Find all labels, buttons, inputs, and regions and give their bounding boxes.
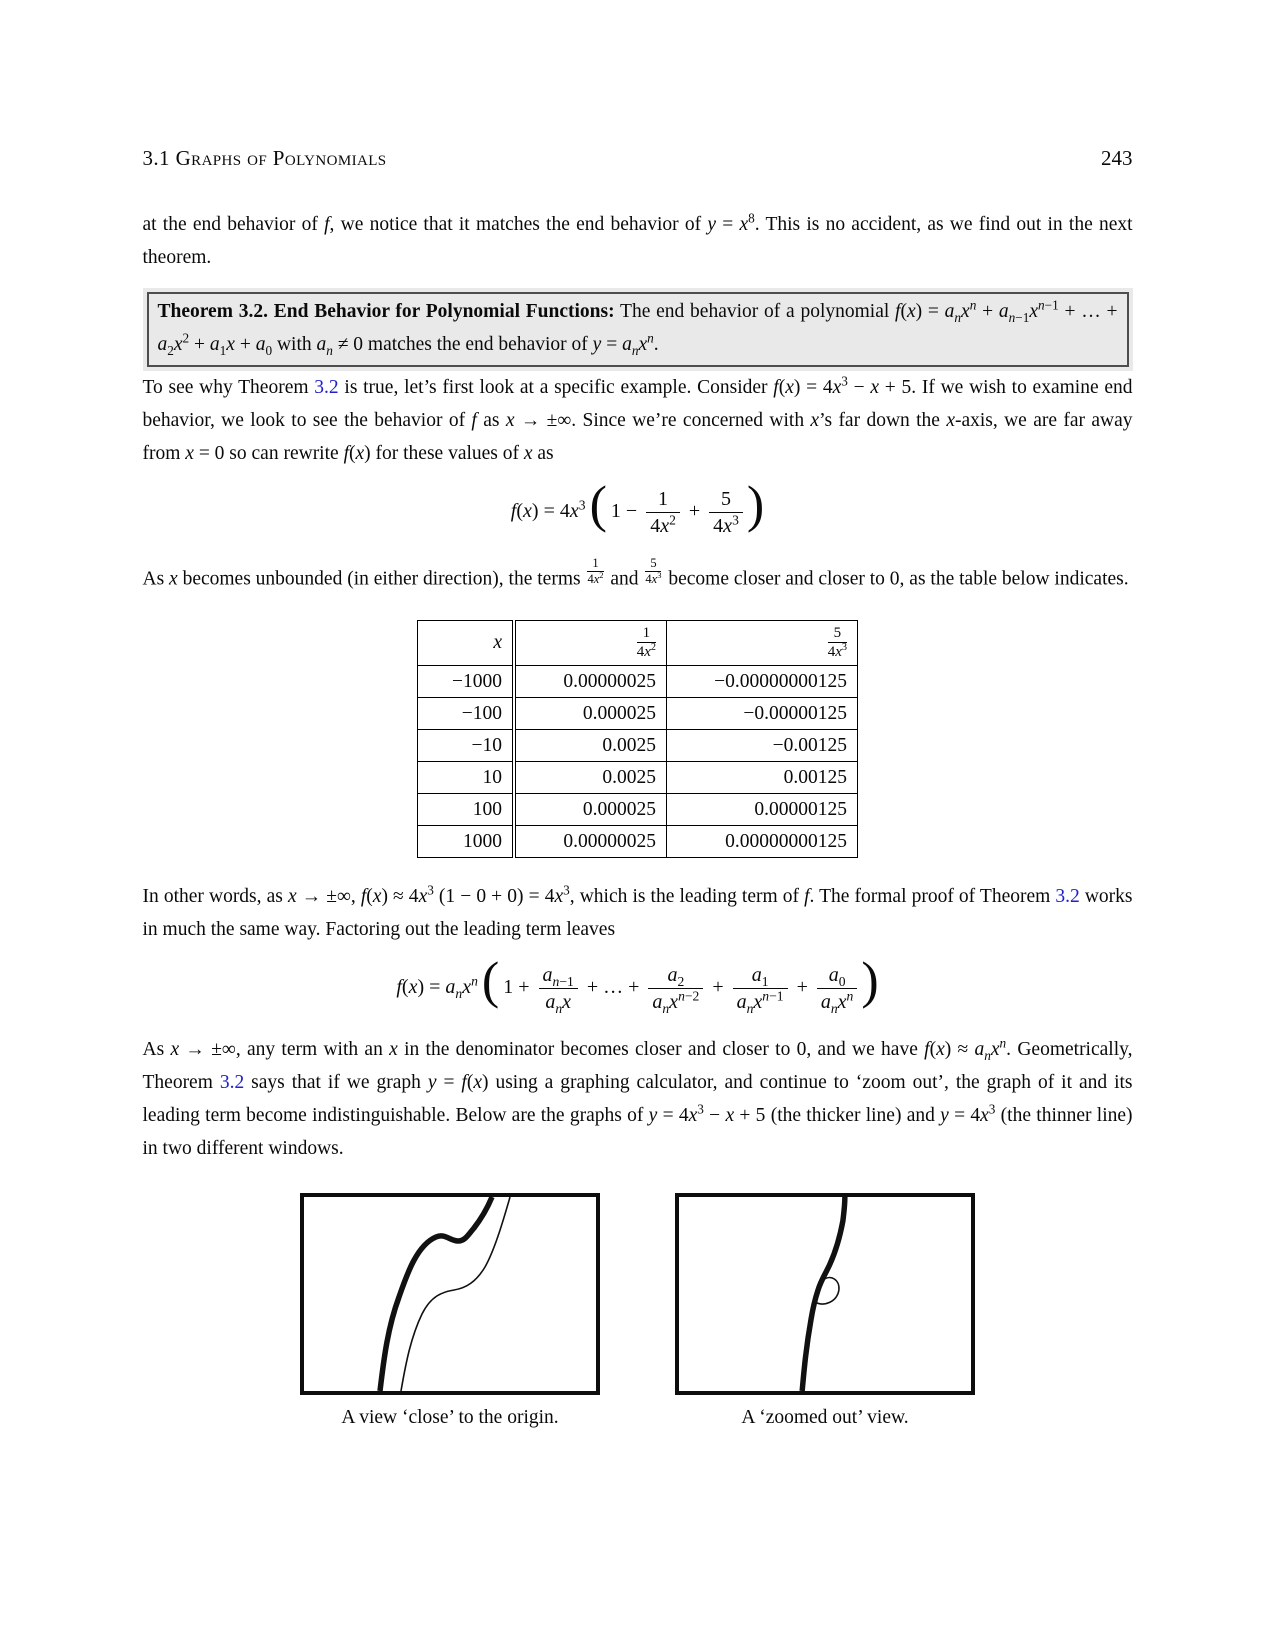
paragraph-unbounded: As x becomes unbounded (in either direction), the terms $\frac{1}{4x^2}$ and $\frac{5}{4x^3}$ become closer and closer to 0, as the table below indicates.	[142, 556, 1129, 590]
table-cell: 0.000025	[514, 793, 667, 825]
table-cell: 100	[418, 793, 515, 825]
table-cell: 0.0025	[514, 761, 667, 793]
table-cell: 1000	[418, 825, 515, 857]
table-cell: −0.00125	[667, 729, 858, 761]
running-head	[143, 146, 1133, 170]
table-header-x: x	[418, 620, 515, 665]
table-row	[418, 761, 858, 793]
table-cell: 10	[418, 761, 515, 793]
theorem-text	[147, 292, 1129, 367]
table-cell: −0.00000125	[667, 697, 858, 729]
page-number: 243	[1101, 146, 1133, 170]
table-cell: 0.00125	[667, 761, 858, 793]
table-cell: −10	[418, 729, 515, 761]
table-cell: 0.000025	[514, 697, 667, 729]
paragraph-otherwords: In other words, as x → ±∞, $f(x) \approx 4x^3$ $(1 - 0 + 0) = 4x^3$, which is the leading term of f. The formal proof of Theorem 3.2 works in much the same way. Factoring out the leading term leaves	[142, 882, 1133, 940]
table-cell: −0.00000000125	[667, 665, 858, 697]
graph-close-view	[300, 1193, 600, 1395]
section-heading: 3.1 Graphs of Polynomials	[142, 146, 387, 170]
values-table	[417, 620, 858, 858]
graph-zoomed-out	[675, 1193, 975, 1395]
paragraph-example: To see why Theorem 3.2 is true, let’s first look at a specific example. Consider $f(x) = 4x^3 - x + 5$. If we wish to examine end behavior, we look to see the behavior of f as x → ±∞. Since we’re concerned with x’s far down the x-axis, we are far away from x = 0 so can rewrite f(x) for these values of x as	[142, 373, 1133, 464]
figure-close-view	[300, 1193, 600, 1429]
paragraph-intro: at the end behavior of f, we notice that it matches the end behavior of $y = x^8$. This is no accident, as we find out in the next theorem.	[142, 210, 1133, 268]
table-cell: 0.00000125	[667, 793, 858, 825]
theorem-box	[143, 288, 1133, 371]
table-cell: −100	[418, 697, 515, 729]
table-header-term2: $\frac{5}{4x^3}$	[667, 620, 858, 665]
formula-factored: $f(x) = a_nx^n$ ( 1 + $\frac{a_{n-1}}{a_nx}$ + … + $\frac{a_2}{a_nx^{n-2}}$ + $\frac{a_1}{a_nx^{n-1}}$ + $\frac{a_0}{a_nx^n}$ )	[396, 951, 879, 1016]
table-row	[418, 697, 858, 729]
table-cell: 0.00000025	[514, 825, 667, 857]
formula-rewritten: $f(x) = 4x^3$ ( 1 − $\frac{1}{4x^2}$ + $\frac{5}{4x^3}$ )	[510, 476, 765, 537]
theorem-3-2-link[interactable]: 3.2	[314, 377, 339, 398]
paragraph-endbehavior: As x → ±∞, any term with an x in the denominator becomes closer and closer to 0, and we have $f(x) \approx a_nx^n$. Geometrically, Theorem 3.2 says that if we graph y = f(x) using a graphing calculator, and continue to ‘zoom out’, the graph of it and its leading term become indistinguishable. Below are the graphs of $y = 4x^3 - x + 5$ (the thicker line) and $y = 4x^3$ (the thinner line) in two different windows.	[142, 1035, 1133, 1159]
thick-curve-fx	[380, 1197, 492, 1391]
table-row	[418, 665, 858, 697]
figure-caption-close: A view ‘close’ to the origin.	[341, 1406, 559, 1428]
table-row	[418, 793, 858, 825]
graph-close-view-plot	[304, 1197, 596, 1391]
figure-zoomed-out	[675, 1193, 975, 1429]
table-row	[418, 729, 858, 761]
table-cell: 0.0025	[514, 729, 667, 761]
table-cell: −1000	[418, 665, 515, 697]
table-row	[418, 825, 858, 857]
theorem-title: Theorem 3.2. End Behavior for Polynomial Functions:	[157, 301, 615, 322]
table-cell: 0.00000025	[514, 665, 667, 697]
graph-zoomed-out-plot	[679, 1197, 971, 1391]
figures-row	[143, 1193, 1133, 1429]
page-content	[143, 0, 1133, 1429]
table-cell: 0.00000000125	[667, 825, 858, 857]
theorem-3-2-link[interactable]: 3.2	[219, 1071, 245, 1093]
theorem-3-2-link[interactable]: 3.2	[1055, 885, 1080, 907]
figure-caption-zoomed: A ‘zoomed out’ view.	[741, 1406, 909, 1428]
theorem-body: The end behavior of a polynomial $f(x) = a_nx^n + a_{n-1}x^{n-1}$ + … + $a_2x^2 + a_1x + a_0$ with $a_n \ne 0$ matches the end behavior of $y = a_nx^n$.	[157, 297, 1118, 358]
thin-curve-leading-term	[401, 1197, 510, 1391]
table-header-term1: $\frac{1}{4x^2}$	[514, 620, 667, 665]
table-header-row	[418, 620, 858, 665]
